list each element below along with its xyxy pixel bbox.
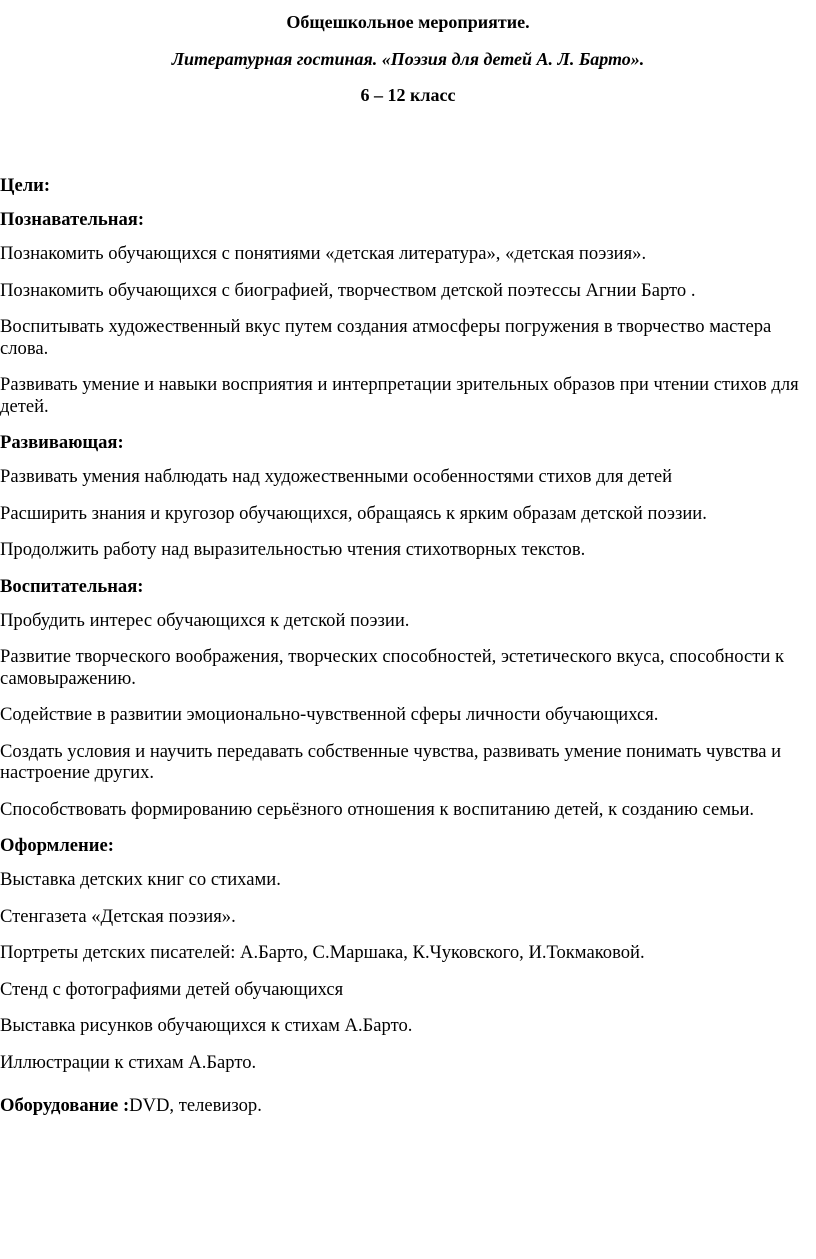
decoration-item-1: Выставка детских книг со стихами. xyxy=(0,869,281,890)
developing-heading: Развивающая: xyxy=(0,432,124,453)
educational-goal-5: Способствовать формированию серьёзного отношения к воспитанию детей, к созданию семьи. xyxy=(0,798,755,820)
equipment-label: Оборудование : xyxy=(0,1095,130,1116)
decoration-item-6: Иллюстрации к стихам А.Барто. xyxy=(0,1051,257,1073)
decoration-item-4: Стенд с фотографиями детей обучающихся xyxy=(0,978,344,1000)
cognitive-goal-1: Познакомить обучающихся с понятиями «детская литература», «детская поэзия». xyxy=(0,243,647,264)
developing-goal-1: Развивать умения наблюдать над художественными особенностями стихов для детей xyxy=(0,466,673,487)
educational-heading: Воспитательная: xyxy=(0,575,144,597)
developing-goal-2: Расширить знания и кругозор обучающихся, обращаясь к ярким образам детской поэзии. xyxy=(0,502,707,524)
educational-goal-3: Содействие в развитии эмоционально-чувственной сферы личности обучающихся. xyxy=(0,704,659,725)
cognitive-goal-4: Развивать умение и навыки восприятия и интерпретации зрительных образов при чтении стихов для детей. xyxy=(0,374,799,417)
developing-goal-3: Продолжить работу над выразительностью чтения стихотворных текстов. xyxy=(0,539,586,560)
event-title: Общешкольное мероприятие. xyxy=(286,12,530,32)
decoration-item-3: Портреты детских писателей: А.Барто, С.Маршака, К.Чуковского, И.Токмаковой. xyxy=(0,942,645,963)
cognitive-goal-2: Познакомить обучающихся с биографией, творчеством детской поэтессы Агнии Барто . xyxy=(0,279,696,301)
cognitive-goal-3: Воспитывать художественный вкус путем создания атмосферы погружения в творчество мастера слова. xyxy=(0,316,772,359)
decoration-item-5: Выставка рисунков обучающихся к стихам А.Барто. xyxy=(0,1015,413,1036)
educational-goal-2: Развитие творческого воображения, творческих способностей, эстетического вкуса, способности к самовыражению. xyxy=(0,646,785,689)
educational-goal-1: Пробудить интерес обучающихся к детской поэзии. xyxy=(0,609,410,631)
equipment-value: DVD, телевизор. xyxy=(129,1095,262,1116)
decoration-heading: Оформление: xyxy=(0,835,114,856)
goals-heading: Цели: xyxy=(0,175,51,196)
decoration-item-2: Стенгазета «Детская поэзия». xyxy=(0,905,236,927)
document-body xyxy=(0,175,812,1117)
educational-goal-4: Создать условия и научить передавать собственные чувства, развивать умение понимать чувства и настроение других. xyxy=(0,740,782,783)
event-subtitle: Литературная гостиная. «Поэзия для детей А. Л. Барто». xyxy=(171,49,645,69)
grade-range: 6 – 12 класс xyxy=(360,85,456,105)
cognitive-heading: Познавательная: xyxy=(0,209,145,230)
equipment-line xyxy=(0,1095,812,1117)
